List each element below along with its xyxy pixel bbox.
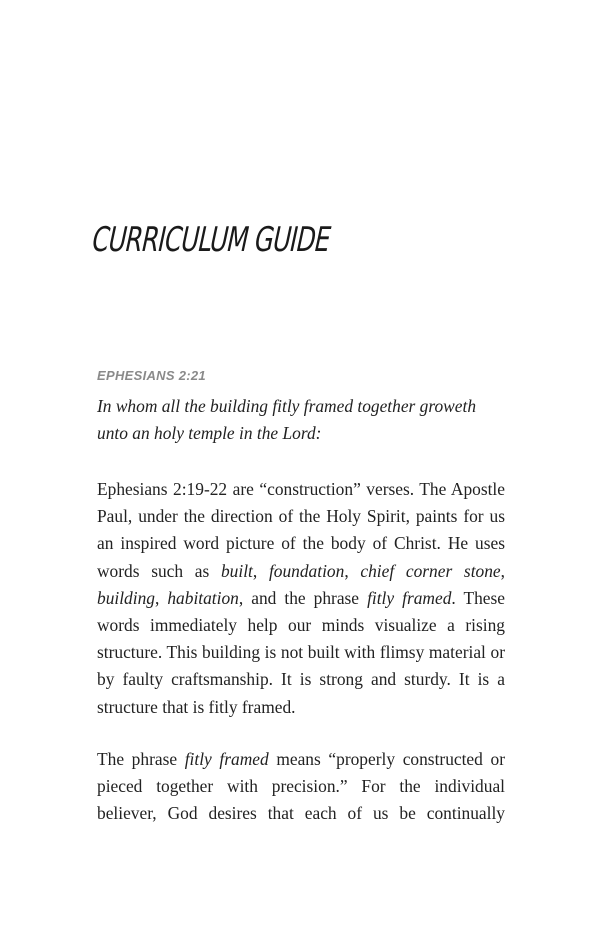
- paragraph-text: ,: [500, 560, 506, 581]
- paragraph-text: means “properly constructed or pieced together with precision.” For the individual believer, God desires that each of us be continually: [97, 749, 505, 824]
- emphasis-term: chief corner stone: [360, 560, 501, 581]
- emphasis-term: fitly framed: [184, 749, 269, 769]
- paragraph-text: ,: [252, 560, 269, 581]
- paragraph-text: . These words immediately help our minds visualize a rising structure. This building is not built with flimsy material or by faulty craftsmanship. It is strong and sturdy. It is a structure that is fitly framed.: [97, 587, 505, 717]
- emphasis-term: habitation: [167, 587, 239, 608]
- verse-text: In whom all the building fitly framed together groweth unto an holy temple in the Lord:: [97, 396, 477, 444]
- emphasis-term: foundation: [268, 560, 345, 581]
- paragraph-text: ,: [344, 560, 361, 581]
- body-paragraph-2: [97, 746, 505, 828]
- emphasis-term: building: [97, 587, 155, 608]
- paragraph-text: ,: [154, 587, 168, 608]
- emphasis-term: fitly framed: [367, 587, 452, 608]
- paragraph-text: , and the phrase: [238, 587, 368, 608]
- emphasis-term: built: [220, 560, 253, 581]
- paragraph-text: The phrase: [97, 749, 185, 769]
- verse-reference: EPHESIANS 2:21: [97, 368, 206, 383]
- paragraph-text: Ephesians 2:19-22 are “construction” verses. The Apostle Paul, under the direction of the Holy Spirit, paints for us an inspired word picture of the body of Christ. He uses words such as: [97, 479, 505, 581]
- body-paragraph-1: [97, 476, 505, 721]
- page-title: CURRICULUM GUIDE: [88, 220, 334, 260]
